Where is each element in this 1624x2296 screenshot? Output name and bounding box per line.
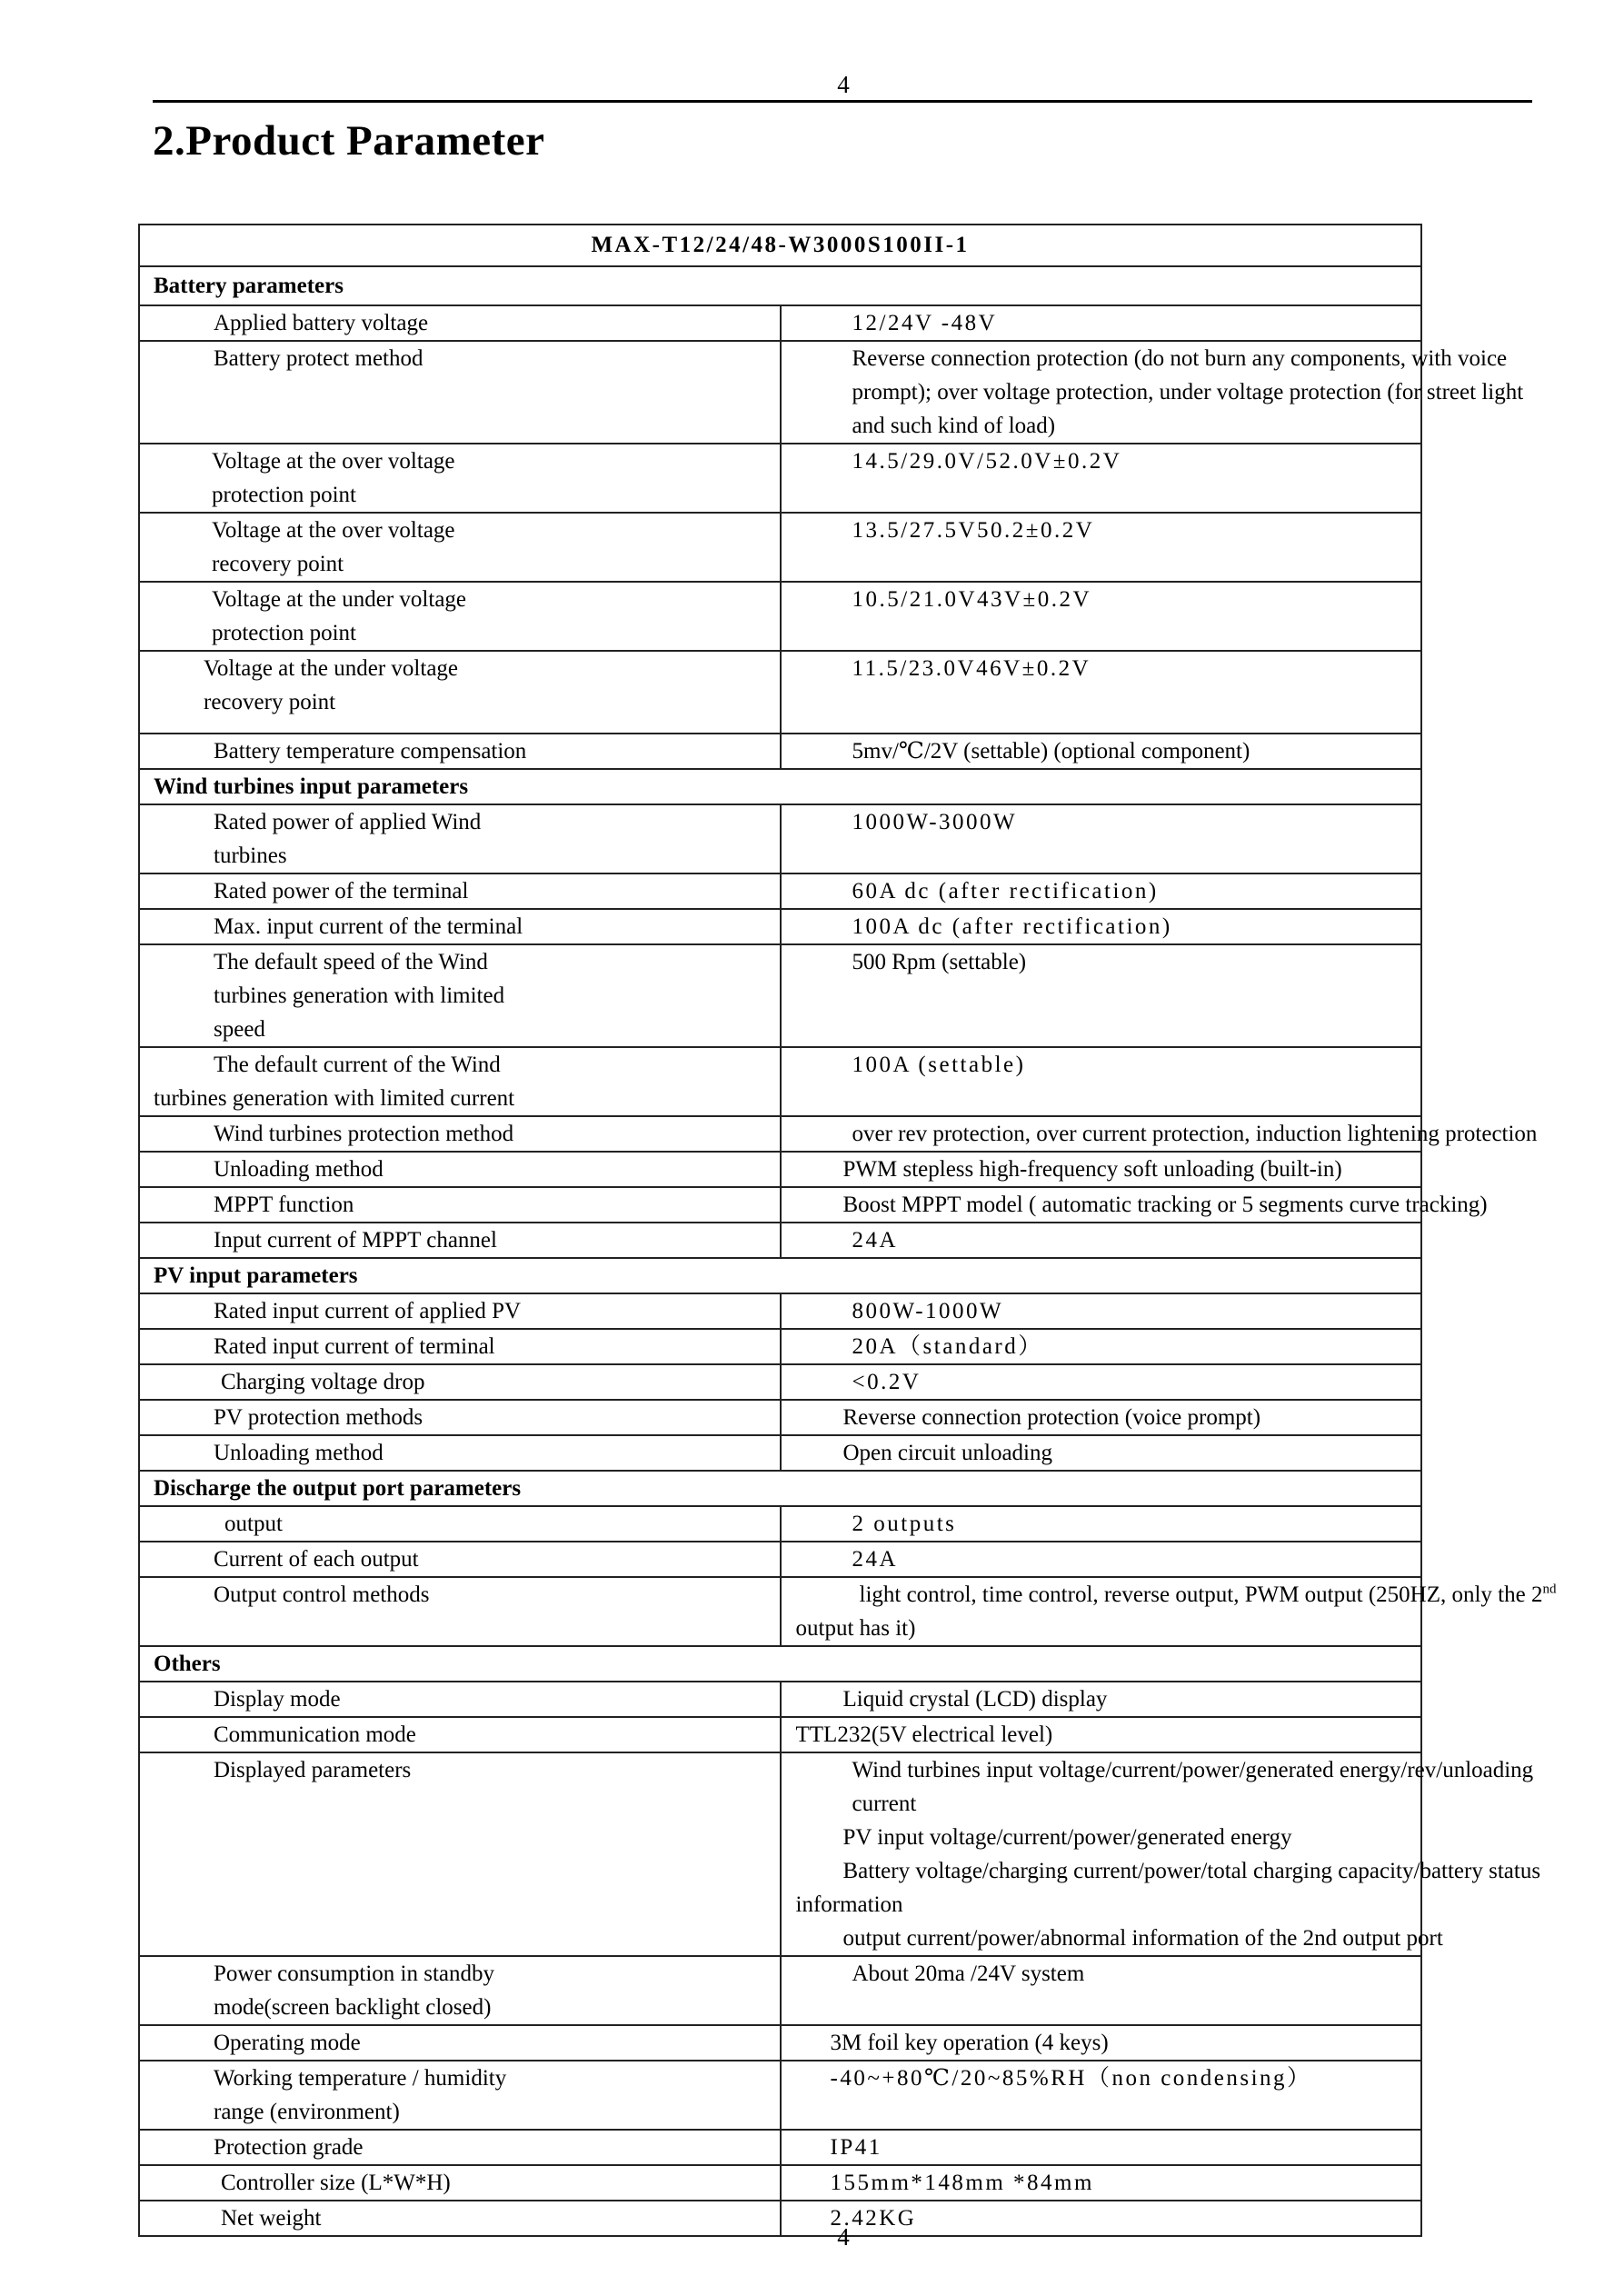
value-line: [782, 1188, 1488, 1222]
value-text: Liquid crystal (LCD) display: [842, 1687, 1108, 1712]
parameter-row: [139, 305, 1421, 341]
label-line: Communication mode: [214, 1722, 416, 1748]
label-line: Applied battery voltage: [214, 311, 429, 336]
label-line: Output control methods: [214, 1582, 430, 1608]
section-heading: Others: [139, 1646, 1421, 1682]
parameter-label: [139, 1682, 781, 1717]
value-text: information: [795, 1892, 903, 1918]
label-line: Rated input current of applied PV: [214, 1299, 522, 1324]
parameter-label: [139, 1329, 781, 1364]
parameter-row: [139, 1682, 1421, 1717]
parameter-value: [781, 1116, 1538, 1152]
value-line: [782, 1153, 1421, 1186]
parameter-row: [139, 1116, 1421, 1152]
value-line: [782, 1048, 1421, 1082]
value-text: prompt); over voltage protection, under voltage protection (for street light: [852, 380, 1524, 405]
label-line: Operating mode: [214, 2031, 361, 2056]
parameter-row: [139, 1364, 1421, 1400]
value-text: 2.42KG: [830, 2206, 917, 2231]
parameter-value: [781, 1187, 1488, 1223]
value-text: 20A（standard）: [852, 1334, 1043, 1360]
parameter-label: [139, 1223, 781, 1258]
value-text: 100A dc (after rectification): [852, 914, 1172, 940]
label-line: Voltage at the over voltage: [212, 449, 455, 474]
parameter-label: [139, 2025, 781, 2061]
parameter-value: [781, 1223, 1422, 1258]
parameter-row: [139, 1752, 1421, 1956]
parameter-label: [139, 1542, 781, 1577]
value-text: 5mv/℃/2V (settable) (optional component): [852, 739, 1250, 764]
label-line: Rated input current of terminal: [214, 1334, 495, 1360]
section-row: [139, 1258, 1421, 1293]
value-line: [782, 2131, 1421, 2164]
parameter-value: [781, 1956, 1422, 2025]
value-text: <0.2V: [852, 1370, 922, 1395]
parameter-row: [139, 1293, 1421, 1329]
parameter-value: [781, 1047, 1422, 1116]
value-text: 13.5/27.5V50.2±0.2V: [852, 518, 1095, 544]
parameter-label: [139, 341, 781, 444]
label-line: Unloading method: [214, 1441, 384, 1466]
label-line: Working temperature / humidity: [214, 2066, 507, 2091]
label-line: turbines generation with limited current: [154, 1086, 515, 1112]
value-text: current: [852, 1792, 917, 1817]
value-line: [782, 342, 1508, 375]
label-line: Unloading method: [214, 1157, 384, 1183]
value-text: light control, time control, reverse output, PWM output (250HZ, only the 2: [859, 1582, 1543, 1608]
value-line: [782, 1854, 1541, 1888]
parameter-row: [139, 1717, 1421, 1752]
parameter-value: [781, 2061, 1422, 2130]
value-text: Reverse connection protection (do not burn any components, with voice: [852, 346, 1508, 372]
parameter-value: [781, 582, 1422, 651]
parameter-label: [139, 1364, 781, 1400]
parameter-row: [139, 1506, 1421, 1542]
value-line: [782, 1718, 1421, 1752]
label-line: recovery point: [204, 690, 336, 715]
label-line: Voltage at the under voltage: [212, 587, 467, 613]
parameter-row: [139, 582, 1421, 651]
parameter-value: [781, 2025, 1422, 2061]
value-line: [782, 1294, 1421, 1328]
parameter-label: [139, 2061, 781, 2130]
section-row: [139, 266, 1421, 306]
value-line: [782, 734, 1421, 768]
value-line: [782, 444, 1421, 478]
parameter-value: [781, 1506, 1422, 1542]
parameter-value: [781, 651, 1422, 734]
parameter-label: [139, 513, 781, 582]
value-line: [782, 306, 1421, 340]
section-heading: PV input parameters: [139, 1258, 1421, 1293]
parameter-value: [781, 1293, 1422, 1329]
value-line: [782, 1507, 1421, 1541]
label-line: recovery point: [212, 552, 344, 577]
label-line: Display mode: [214, 1687, 341, 1712]
value-text: 2 outputs: [852, 1512, 957, 1537]
label-line: Wind turbines protection method: [214, 1122, 514, 1147]
value-text: Wind turbines input voltage/current/power/generated energy/rev/unloading: [852, 1758, 1534, 1783]
section-row: [139, 1471, 1421, 1506]
parameter-label: [139, 1047, 781, 1116]
parameter-table: [138, 224, 1557, 2237]
parameter-label: [139, 1717, 781, 1752]
parameter-label: [139, 444, 781, 513]
parameter-label: [139, 305, 781, 341]
parameter-label: [139, 1752, 781, 1956]
value-text: Boost MPPT model ( automatic tracking or 5 segments curve tracking): [842, 1193, 1488, 1218]
page-number-top: 4: [837, 71, 850, 98]
value-line: [782, 1401, 1421, 1434]
value-text: output has it): [795, 1616, 916, 1642]
value-line: [782, 1578, 1557, 1612]
value-line: [782, 1821, 1421, 1854]
label-line: The default speed of the Wind: [214, 950, 488, 975]
parameter-value: [781, 341, 1524, 444]
label-line: MPPT function: [214, 1193, 354, 1218]
parameter-row: [139, 1187, 1421, 1223]
value-text: 800W-1000W: [852, 1299, 1004, 1324]
label-line: The default current of the Wind: [214, 1053, 501, 1078]
value-line: [782, 1682, 1421, 1716]
parameter-label: [139, 1293, 781, 1329]
parameter-label: [139, 1152, 781, 1187]
parameter-row: [139, 341, 1421, 444]
parameter-value: [781, 804, 1422, 873]
label-line: Protection grade: [214, 2135, 364, 2161]
value-text: -40~+80℃/20~85%RH（non condensing）: [830, 2066, 1312, 2091]
parameter-row: [139, 2061, 1421, 2130]
value-text: 3M foil key operation (4 keys): [830, 2031, 1109, 2056]
section-heading: Wind turbines input parameters: [139, 769, 1421, 804]
parameter-row: [139, 873, 1421, 909]
parameter-value: [781, 1682, 1422, 1717]
parameter-label: [139, 1400, 781, 1435]
label-line: Voltage at the over voltage: [212, 518, 455, 544]
parameter-label: [139, 582, 781, 651]
parameter-value: [781, 2130, 1422, 2165]
parameter-value: [781, 1152, 1422, 1187]
value-line: [782, 1223, 1421, 1257]
label-line: Displayed parameters: [214, 1758, 412, 1783]
value-line: [782, 409, 1421, 443]
label-line: Controller size (L*W*H): [221, 2171, 451, 2196]
value-text: 24A: [852, 1228, 899, 1253]
parameter-value: [781, 1364, 1422, 1400]
parameter-row: [139, 1400, 1421, 1435]
parameter-row: [139, 1956, 1421, 2025]
parameter-value: [781, 734, 1422, 769]
parameter-row: [139, 513, 1421, 582]
label-line: Voltage at the under voltage: [204, 656, 459, 682]
label-line: Charging voltage drop: [221, 1370, 425, 1395]
section-heading: Discharge the output port parameters: [139, 1471, 1421, 1506]
value-text: 1000W-3000W: [852, 810, 1018, 835]
parameter-value: [781, 2165, 1422, 2201]
label-line: turbines: [214, 844, 287, 869]
label-line: Rated power of the terminal: [214, 879, 469, 904]
parameter-row: [139, 651, 1421, 734]
value-text: 14.5/29.0V/52.0V±0.2V: [852, 449, 1122, 474]
parameter-row: [139, 1577, 1421, 1646]
parameter-value: [781, 305, 1422, 341]
parameter-value: [781, 909, 1422, 944]
parameter-label: [139, 1577, 781, 1646]
value-line: [782, 1612, 1421, 1645]
parameter-label: [139, 651, 781, 734]
value-text: 10.5/21.0V43V±0.2V: [852, 587, 1092, 613]
section-row: [139, 1646, 1421, 1682]
parameter-value: [781, 1752, 1541, 1956]
section-heading: Battery parameters: [139, 266, 1421, 306]
parameter-value: [781, 944, 1422, 1047]
label-line: range (environment): [214, 2100, 400, 2125]
label-line: Battery temperature compensation: [214, 739, 527, 764]
parameter-label: [139, 909, 781, 944]
parameter-value: [781, 1717, 1422, 1752]
value-line: [782, 1365, 1421, 1399]
value-text: over rev protection, over current protection, induction lightening protection: [852, 1122, 1538, 1147]
label-line: output: [224, 1512, 283, 1537]
value-line: [782, 2026, 1421, 2060]
value-text: Open circuit unloading: [842, 1441, 1052, 1466]
label-line: PV protection methods: [214, 1405, 423, 1431]
value-text: Reverse connection protection (voice prompt): [842, 1405, 1261, 1431]
label-line: turbines generation with limited: [214, 983, 505, 1009]
value-line: [782, 910, 1421, 943]
parameter-row: [139, 1047, 1421, 1116]
parameter-label: [139, 1187, 781, 1223]
parameter-label: [139, 2130, 781, 2165]
label-line: Net weight: [221, 2206, 322, 2231]
value-text: 500 Rpm (settable): [852, 950, 1027, 975]
value-line: [782, 2061, 1421, 2095]
value-line: [782, 1922, 1443, 1955]
parameter-value: [781, 1577, 1557, 1646]
parameter-label: [139, 734, 781, 769]
parameter-value: [781, 1435, 1422, 1471]
parameter-label: [139, 944, 781, 1047]
value-line: [782, 1787, 1421, 1821]
value-line: [782, 583, 1421, 616]
label-line: Input current of MPPT channel: [214, 1228, 497, 1253]
value-line: [782, 514, 1421, 547]
label-line: protection point: [212, 621, 356, 646]
parameter-row: [139, 944, 1421, 1047]
label-line: Current of each output: [214, 1547, 419, 1572]
value-text: 60A dc (after rectification): [852, 879, 1159, 904]
value-line: [782, 1957, 1421, 1991]
value-line: [782, 1753, 1534, 1787]
value-line: [782, 375, 1524, 409]
value-text: 24A: [852, 1547, 899, 1572]
label-line: mode(screen backlight closed): [214, 1995, 492, 2021]
value-line: [782, 1542, 1421, 1576]
value-text: output current/power/abnormal information of the 2nd output port: [842, 1926, 1443, 1952]
header-rule: [153, 100, 1532, 103]
value-text: TTL232(5V electrical level): [795, 1722, 1053, 1748]
parameter-row: [139, 1435, 1421, 1471]
page-number-bottom: 4: [837, 2223, 850, 2251]
model-row: [139, 225, 1421, 266]
label-line: Power consumption in standby: [214, 1962, 495, 1987]
parameter-row: [139, 2130, 1421, 2165]
page-title: 2.Product Parameter: [153, 117, 545, 165]
parameter-row: [139, 804, 1421, 873]
value-superscript: nd: [1542, 1582, 1557, 1598]
label-line: Rated power of applied Wind: [214, 810, 482, 835]
label-line: Battery protect method: [214, 346, 423, 372]
parameter-label: [139, 1506, 781, 1542]
parameter-value: [781, 1329, 1422, 1364]
parameter-row: [139, 1329, 1421, 1364]
parameter-row: [139, 2165, 1421, 2201]
value-line: [782, 1330, 1421, 1363]
value-line: [782, 945, 1421, 979]
parameter-value: [781, 444, 1422, 513]
value-line: [782, 2166, 1421, 2200]
parameter-row: [139, 734, 1421, 769]
parameter-label: [139, 1956, 781, 2025]
value-line: [782, 874, 1421, 908]
value-text: 100A (settable): [852, 1053, 1026, 1078]
value-line: [782, 1117, 1538, 1151]
value-text: 155mm*148mm *84mm: [830, 2171, 1094, 2196]
value-text: IP41: [830, 2135, 882, 2161]
label-line: Max. input current of the terminal: [214, 914, 523, 940]
label-line: protection point: [212, 483, 356, 508]
value-text: and such kind of load): [852, 414, 1056, 439]
value-line: [782, 805, 1421, 839]
parameter-label: [139, 1435, 781, 1471]
value-text: 11.5/23.0V46V±0.2V: [852, 656, 1091, 682]
parameter-label: [139, 1116, 781, 1152]
parameter-label: [139, 873, 781, 909]
parameter-value: [781, 873, 1422, 909]
parameter-row: [139, 2025, 1421, 2061]
parameter-row: [139, 444, 1421, 513]
value-text: PWM stepless high-frequency soft unloading (built-in): [842, 1157, 1342, 1183]
parameter-row: [139, 1542, 1421, 1577]
parameter-value: [781, 1542, 1422, 1577]
value-line: [782, 1436, 1421, 1470]
value-text: About 20ma /24V system: [852, 1962, 1085, 1987]
section-row: [139, 769, 1421, 804]
parameter-value: [781, 1400, 1422, 1435]
model-name: MAX-T12/24/48-W3000S100II-1: [139, 225, 1421, 266]
parameter-label: [139, 2165, 781, 2201]
value-line: [782, 1888, 1421, 1922]
parameter-row: [139, 1223, 1421, 1258]
parameter-value: [781, 513, 1422, 582]
value-text: Battery voltage/charging current/power/total charging capacity/battery status: [842, 1859, 1541, 1884]
value-line: [782, 652, 1421, 685]
parameter-label: [139, 804, 781, 873]
value-text: PV input voltage/current/power/generated energy: [842, 1825, 1292, 1851]
parameter-row: [139, 1152, 1421, 1187]
parameter-row: [139, 909, 1421, 944]
value-text: 12/24V -48V: [852, 311, 998, 336]
label-line: speed: [214, 1017, 265, 1043]
